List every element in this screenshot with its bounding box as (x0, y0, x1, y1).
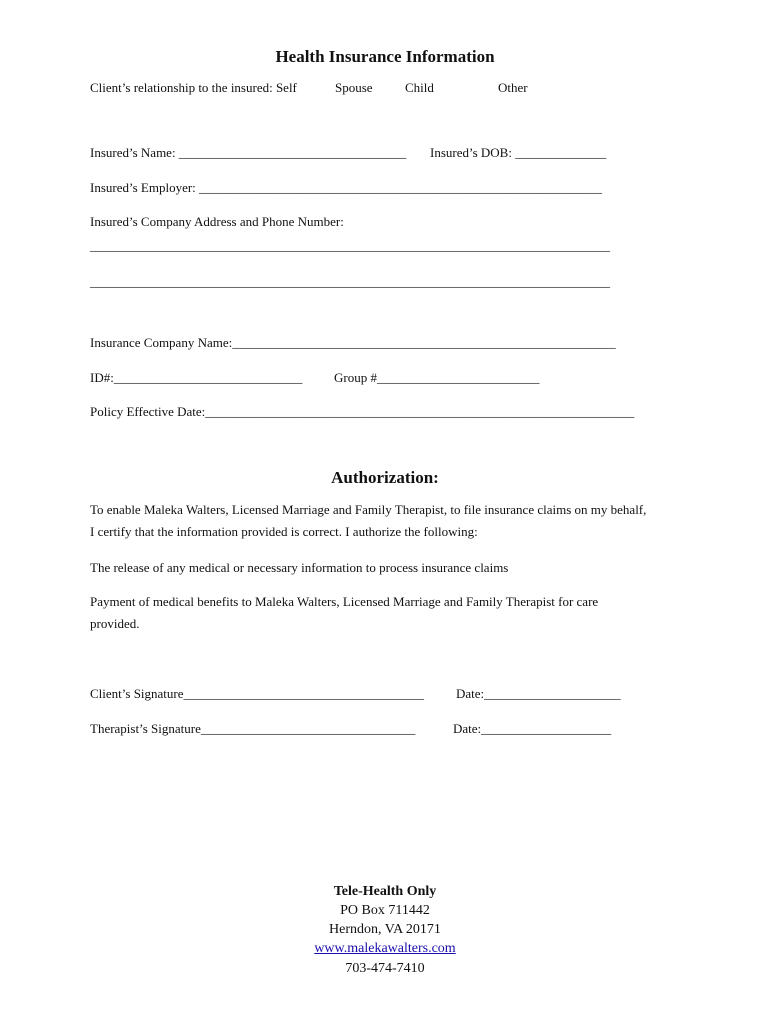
relationship-option-spouse[interactable]: Spouse (335, 80, 373, 95)
insured-name-field[interactable]: Insured’s Name: ___________________________________ (90, 145, 407, 160)
footer-city: Herndon, VA 20171 (329, 922, 441, 937)
id-field[interactable]: ID#:_____________________________ (90, 370, 303, 385)
authorization-paragraph-2: The release of any medical or necessary information to process insurance claims (90, 560, 509, 575)
authorization-paragraph-1: To enable Maleka Walters, Licensed Marriage and Family Therapist, to file insurance claims on my behalf, I certify that the information provided is correct. I authorize the following: (90, 502, 647, 539)
relationship-label: Client’s relationship to the insured: Self (90, 80, 297, 95)
client-date-field[interactable]: Date:_____________________ (456, 686, 621, 701)
therapist-signature-field[interactable]: Therapist’s Signature_________________________________ (90, 721, 416, 736)
policy-effective-date-field[interactable]: Policy Effective Date:__________________________________________________________________ (90, 404, 635, 419)
relationship-option-child[interactable]: Child (405, 80, 434, 95)
company-address-line-2[interactable]: ________________________________________________________________________________ (90, 274, 610, 289)
group-field[interactable]: Group #_________________________ (334, 370, 540, 385)
footer-website-wrap (0, 941, 770, 957)
client-signature-field[interactable]: Client’s Signature_____________________________________ (90, 686, 425, 701)
relationship-option-other[interactable]: Other (498, 80, 528, 95)
insured-dob-field[interactable]: Insured’s DOB: ______________ (430, 145, 607, 160)
footer-telehealth: Tele-Health Only (333, 884, 437, 899)
page-title: Health Insurance Information (275, 47, 495, 66)
therapist-date-field[interactable]: Date:____________________ (453, 721, 612, 736)
footer-po-box: PO Box 711442 (340, 903, 430, 918)
insured-employer-field[interactable]: Insured’s Employer: ______________________________________________________________ (90, 180, 603, 195)
company-address-label: Insured’s Company Address and Phone Number: (90, 214, 344, 229)
footer-phone: 703-474-7410 (345, 961, 425, 976)
company-address-line-1[interactable]: ________________________________________________________________________________ (90, 238, 610, 253)
insurance-company-field[interactable]: Insurance Company Name:___________________________________________________________ (90, 335, 616, 350)
footer-website-link[interactable]: www.malekawalters.com (314, 941, 456, 956)
authorization-paragraph-3: Payment of medical benefits to Maleka Walters, Licensed Marriage and Family Therapist for care provided. (90, 594, 599, 631)
authorization-heading: Authorization: (331, 468, 439, 487)
